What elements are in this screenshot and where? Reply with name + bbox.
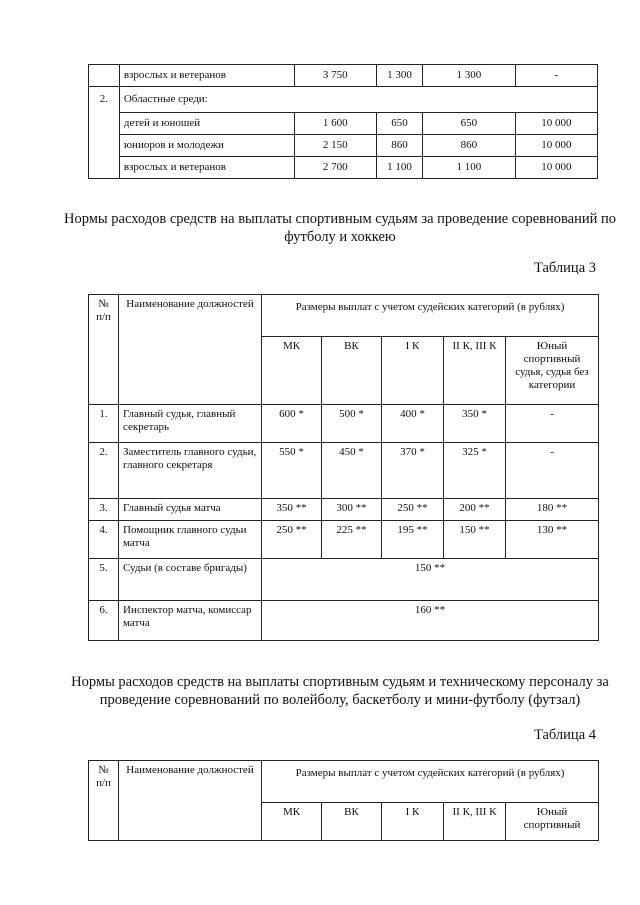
cell-1k: 400 *	[382, 405, 444, 443]
row-num: 2.	[89, 443, 119, 499]
cell-value: 1 600	[294, 113, 376, 135]
row-label: юниоров и молодежи	[119, 135, 294, 157]
cell-mk: 550 *	[262, 443, 322, 499]
table-4	[88, 760, 599, 841]
cell-value: 10 000	[515, 135, 597, 157]
header-cat-23k: II К, III К	[444, 803, 506, 841]
cell-merged: 150 **	[262, 559, 599, 601]
cell-merged: 160 **	[262, 601, 599, 641]
table-3-label: Таблица 3	[533, 260, 596, 276]
row-num: 2.	[89, 87, 120, 179]
header-cat-1k: I К	[382, 803, 444, 841]
table-row	[89, 443, 599, 499]
cell-value: 3 750	[294, 65, 376, 87]
cell-value: 1 300	[376, 65, 422, 87]
row-label: Областные среди:	[119, 87, 597, 113]
header-cat-mk: МК	[262, 803, 322, 841]
table-row	[89, 113, 598, 135]
cell-23k: 150 **	[444, 521, 506, 559]
cell-young: -	[506, 405, 599, 443]
row-name: Главный судья, главный секретарь	[119, 405, 262, 443]
header-num: № п/п	[89, 295, 119, 405]
header-cat-23k: II К, III К	[444, 337, 506, 405]
table-4-label: Таблица 4	[533, 727, 596, 743]
cell-1k: 250 **	[382, 499, 444, 521]
table-3	[88, 294, 599, 641]
header-sizes: Размеры выплат с учетом судейских категорий (в рублях)	[262, 295, 599, 337]
table-row	[89, 559, 599, 601]
row-num	[89, 65, 120, 87]
cell-value: 1 100	[423, 157, 516, 179]
header-cat-young: Юный спортивный судья, судья без категории	[506, 337, 599, 405]
header-cat-young: Юный спортивный	[506, 803, 599, 841]
cell-value: 650	[376, 113, 422, 135]
table-row	[89, 87, 598, 113]
row-label: детей и юношей	[119, 113, 294, 135]
cell-value: 2 150	[294, 135, 376, 157]
header-sizes: Размеры выплат с учетом судейских категорий (в рублях)	[262, 761, 599, 803]
cell-1k: 195 **	[382, 521, 444, 559]
row-name: Заместитель главного судьи, главного секретаря	[119, 443, 262, 499]
cell-vk: 500 *	[322, 405, 382, 443]
row-name: Инспектор матча, комиссар матча	[119, 601, 262, 641]
cell-value: 1 300	[423, 65, 516, 87]
cell-23k: 350 *	[444, 405, 506, 443]
table-row	[89, 601, 599, 641]
cell-value: 10 000	[515, 157, 597, 179]
cell-mk: 600 *	[262, 405, 322, 443]
table-row	[89, 157, 598, 179]
row-name: Главный судья матча	[119, 499, 262, 521]
row-label: взрослых и ветеранов	[119, 157, 294, 179]
row-name: Помощник главного судьи матча	[119, 521, 262, 559]
table-header-row	[89, 761, 599, 803]
section-heading-3: Нормы расходов средств на выплаты спортивным судьям за проведение соревнований по футболу и хоккею	[63, 211, 617, 245]
cell-value: 2 700	[294, 157, 376, 179]
cell-young: -	[506, 443, 599, 499]
cell-young: 130 **	[506, 521, 599, 559]
cell-mk: 350 **	[262, 499, 322, 521]
cell-1k: 370 *	[382, 443, 444, 499]
cell-vk: 225 **	[322, 521, 382, 559]
table-row	[89, 521, 599, 559]
table-header-row	[89, 295, 599, 337]
row-num: 3.	[89, 499, 119, 521]
cell-mk: 250 **	[262, 521, 322, 559]
cell-value: 10 000	[515, 113, 597, 135]
row-num: 1.	[89, 405, 119, 443]
row-num: 4.	[89, 521, 119, 559]
table-row	[89, 65, 598, 87]
cell-23k: 200 **	[444, 499, 506, 521]
cell-value: 1 100	[376, 157, 422, 179]
cell-value: -	[515, 65, 597, 87]
header-num: № п/п	[89, 761, 119, 841]
table-row	[89, 135, 598, 157]
cell-vk: 300 **	[322, 499, 382, 521]
table-row	[89, 499, 599, 521]
row-name: Судьи (в составе бригады)	[119, 559, 262, 601]
header-cat-vk: ВК	[322, 803, 382, 841]
cell-vk: 450 *	[322, 443, 382, 499]
cell-value: 860	[423, 135, 516, 157]
header-name: Наименование должностей	[119, 761, 262, 841]
cell-value: 650	[423, 113, 516, 135]
cell-value: 860	[376, 135, 422, 157]
header-cat-1k: I К	[382, 337, 444, 405]
header-cat-mk: МК	[262, 337, 322, 405]
header-cat-vk: ВК	[322, 337, 382, 405]
cell-young: 180 **	[506, 499, 599, 521]
table-row	[89, 405, 599, 443]
cell-23k: 325 *	[444, 443, 506, 499]
section-heading-4: Нормы расходов средств на выплаты спортивным судьям и техническому персоналу за проведение соревнований по волейболу, баскетболу и мини-футболу (футзал)	[71, 674, 609, 708]
table-top	[88, 64, 598, 179]
header-name: Наименование должностей	[119, 295, 262, 405]
row-num: 5.	[89, 559, 119, 601]
row-label: взрослых и ветеранов	[119, 65, 294, 87]
row-num: 6.	[89, 601, 119, 641]
